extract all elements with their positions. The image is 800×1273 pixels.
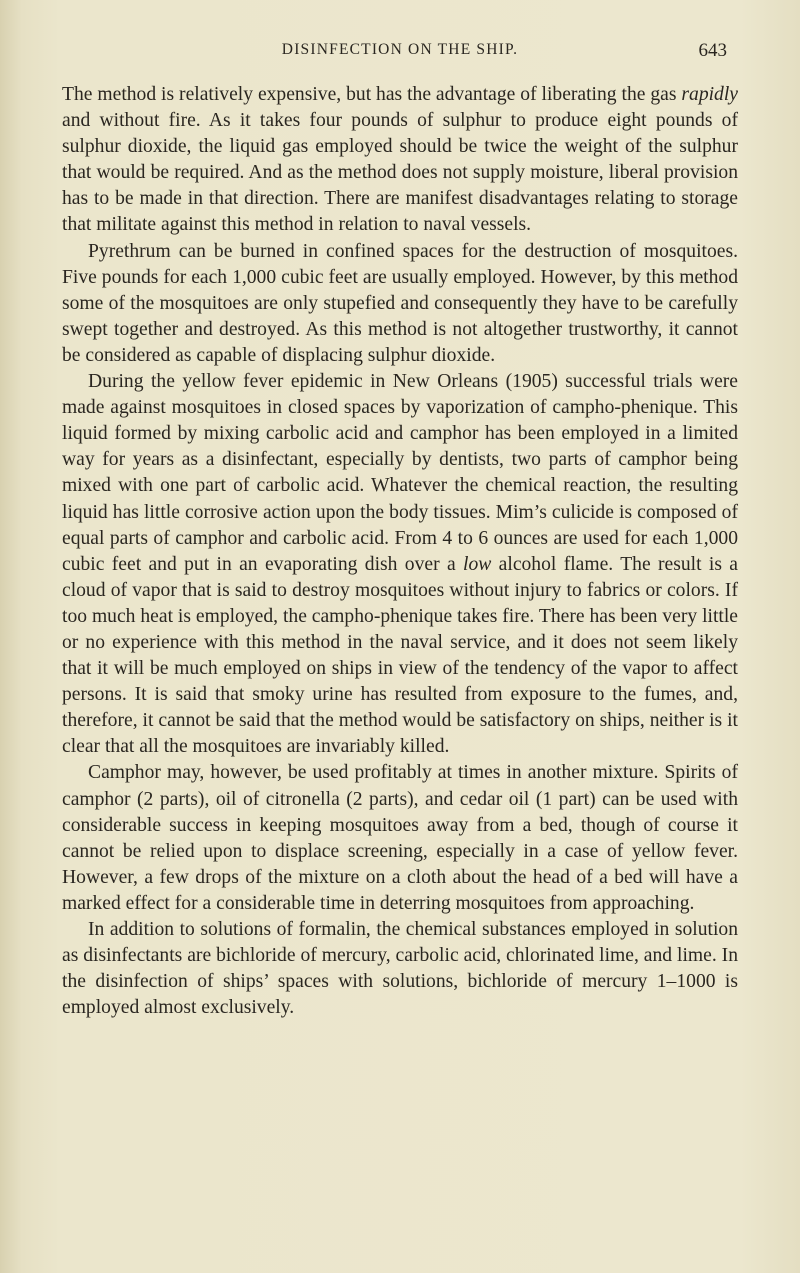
text-segment: and without fire. As it takes four pounds of sulphur to produce eight pounds of sulphur dioxide, the liquid gas employed should be twice the weight of the sulphur that would be required. And as the method does not supply moisture, liberal provision has to be made in that direction. There are manifest disadvantages relating to storage that militate against this method in relation to naval vessels. — [62, 110, 738, 236]
text-segment: During the yellow fever epidemic in New Orleans (1905) successful trials were made against mosquitoes in closed spaces by vaporization of campho-phenique. This liquid formed by mixing carbolic acid and camphor has been employed in a limited way for years as a disinfectant, especially by dentists, two parts of camphor being mixed with one part of carbolic acid. Whatever the chemical reaction, the resulting liquid has little corrosive action upon the body tissues. Mim’s culicide is composed of equal parts of camphor and carbolic acid. From 4 to 6 ounces are used for each 1,000 cubic feet and put in an evaporating dish over a — [62, 371, 738, 575]
paragraph-2 — [62, 239, 738, 369]
text-segment: In addition to solutions of formalin, the chemical substances employed in solution as disinfectants are bichloride of mercury, carbolic acid, chlorinated lime, and lime. In the disinfection of ships’ spaces with solutions, bichloride of mercury 1–1000 is employed almost exclusively. — [62, 919, 738, 1019]
running-head: DISINFECTION ON THE SHIP. — [281, 41, 519, 58]
italic-text: low — [463, 553, 492, 575]
paragraph-3 — [62, 369, 738, 760]
paragraph-1 — [62, 82, 738, 239]
paragraph-5 — [62, 917, 738, 1021]
page-number: 643 — [698, 40, 727, 61]
text-segment: Pyrethrum can be burned in confined spaces for the destruction of mosquitoes. Five pounds for each 1,000 cubic feet are usually employed. However, by this method some of the mosquitoes are only stupefied and consequently they have to be carefully swept together and destroyed. As this method is not altogether trustworthy, it cannot be considered as capable of displacing sulphur dioxide. — [62, 240, 738, 366]
paragraph-4 — [62, 760, 738, 917]
body-text — [62, 82, 738, 1021]
italic-text: rapidly — [681, 84, 738, 105]
text-segment: Camphor may, however, be used profitably at times in another mixture. Spirits of camphor (2 parts), oil of citronella (2 parts), and cedar oil (1 part) can be used with considerable success in keeping mosquitoes away from a bed, though of course it cannot be relied upon to displace screening, especially in a case of yellow fever. However, a few drops of the mixture on a cloth about the head of a bed will have a marked effect for a considerable time in deterring mosquitoes from approaching. — [62, 762, 738, 914]
page-header — [0, 38, 800, 68]
text-segment: alcohol flame. The result is a cloud of vapor that is said to destroy mosquitoes without injury to fabrics or colors. If too much heat is employed, the campho-phenique takes fire. There has been very little or no experience with this method in the naval service, and it does not seem likely that it will be much employed on ships in view of the tendency of the vapor to affect persons. It is said that smoky urine has resulted from exposure to the fumes, and, therefore, it cannot be said that the method would be satisfactory on ships, neither is it clear that all the mosquitoes are invariably killed. — [62, 553, 738, 758]
text-segment: The method is relatively expensive, but has the advantage of liberating the gas — [62, 84, 682, 105]
